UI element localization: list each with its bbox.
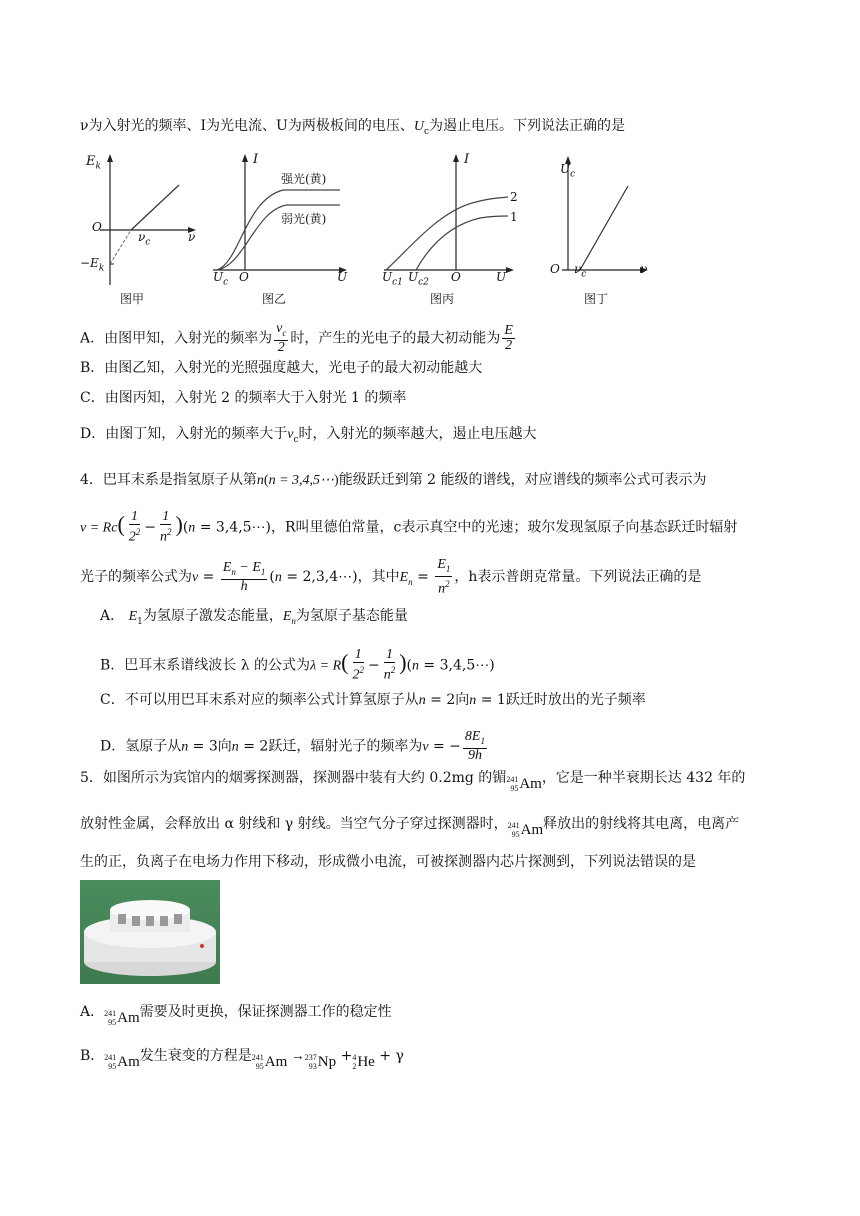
ding-origin-label: O: [550, 262, 560, 276]
q3-option-d: D．由图丁知，入射光的频率大于$\nu_c$时，入射光的频率越大，遏止电压越大: [80, 426, 537, 445]
jia-nu-label: ν: [188, 230, 196, 244]
figure-jia: [80, 150, 205, 290]
q3-option-a: A．由图甲知，入射光的频率为 $\frac{\nu_c}{2}$ 时，产生的光电子的最大初动能为 $\frac{E}{2}$: [80, 321, 513, 355]
caption-bing: 图丙: [430, 292, 455, 306]
q4-option-d: D．氢原子从n = 3向n = 2跃迁，辐射光子的频率为ν = − $\frac{8E_1}{9h}$: [100, 729, 485, 763]
yi-strong-label: 强光(黄): [281, 172, 327, 186]
q4-option-a: A． $E_1$为氢原子激发态能量，$E_n$为氢原子基态能量: [100, 608, 408, 627]
ding-nu-label: ν: [640, 262, 648, 276]
bing-u-label: U: [496, 270, 507, 284]
bing-uc2-label: $U_{c2}$: [408, 270, 429, 288]
ding-nuc-label: $\nu_c$: [574, 262, 587, 280]
yi-uc-label: $U_c$: [213, 270, 229, 288]
q4-stem-line1: 4．巴耳末系是指氢原子从第n(n = 3,4,5⋯)能级跃迁到第 2 能级的谱线，对应谱线的频率公式可表示为: [80, 472, 707, 488]
caption-ding: 图丁: [584, 292, 609, 306]
bing-origin-label: O: [451, 270, 461, 284]
caption-jia: 图甲: [120, 292, 145, 306]
q4-stem-line2: ν = Rc( $\frac{1}{2^2}$ − $\frac{1}{n^2}$ )(n = 3,4,5⋯)，R叫里德伯常量，c表示真空中的光速；玻尔发现氢原子向基态跃迁时辐射: [80, 509, 738, 545]
jia-origin-label: O: [92, 220, 102, 234]
figure-yi: [205, 150, 355, 290]
jia-neg-ek-label: $-E_k$: [80, 256, 105, 274]
q5-stem-line1: 5．如图所示为宾馆内的烟雾探测器，探测器中装有大约 0.2mg 的镅 241 95 Am ，它是一种半衰期长达 432 年的: [80, 770, 746, 793]
q3-option-b: B．由图乙知，入射光的光照强度越大，光电子的最大初动能越大: [80, 360, 483, 376]
smoke-detector-image: [80, 880, 220, 984]
bing-uc1-label: $U_{c1}$: [382, 270, 403, 288]
jia-ek-label: $E_k$: [86, 154, 101, 172]
bing-curve1-label: 1: [510, 210, 518, 224]
yi-u-label: U: [337, 270, 348, 284]
q4-option-c: C．不可以用巴耳末系对应的频率公式计算氢原子从n = 2向n = 1跃迁时放出的光子频率: [100, 692, 646, 708]
q5-option-a: A． 241 95 Am 需要及时更换，保证探测器工作的稳定性: [80, 1004, 392, 1027]
q4-option-b: B．巴耳末系谱线波长 λ 的公式为λ = R( $\frac{1}{2^2}$ − $\frac{1}{n^2}$ )(n = 3,4,5⋯): [100, 647, 495, 683]
yi-i-label: I: [253, 152, 259, 167]
q5-stem-line3: 生的正，负离子在电场力作用下移动，形成微小电流，可被探测器内芯片探测到，下列说法错误的是: [80, 854, 696, 870]
caption-yi: 图乙: [262, 292, 287, 306]
q4-stem-line3: 光子的频率公式为ν = $\frac{E_n - E_1}{h}$ (n = 2,3,4⋯)，其中$E_n$ = $\frac{E_1}{n^2}$ ，h表示普朗克常量。下列说法正确的是: [80, 557, 702, 597]
bing-i-label: I: [464, 152, 470, 167]
figure-bing: [380, 150, 530, 290]
figure-ding: [548, 150, 658, 290]
jia-nuc-label: $\nu_c$: [138, 230, 151, 248]
bing-curve2-label: 2: [510, 190, 518, 204]
q5-option-b: B． 241 95 Am 发生衰变的方程是 241 95 Am → 237 93 Np + 4 2 He + γ: [80, 1048, 404, 1071]
q5-stem-line2: 放射性金属，会释放出 α 射线和 γ 射线。当空气分子穿过探测器时， 241 95 Am 释放出的射线将其电离，电离产: [80, 816, 740, 839]
q3-option-c: C．由图丙知，入射光 2 的频率大于入射光 1 的频率: [80, 390, 407, 406]
yi-weak-label: 弱光(黄): [281, 212, 327, 226]
ding-uc-label: $U_c$: [560, 162, 576, 180]
yi-origin-label: O: [239, 270, 249, 284]
intro-line: ν为入射光的频率、I为光电流、U为两极板间的电压、$U_c$为遏止电压。下列说法正确的是: [80, 118, 626, 137]
